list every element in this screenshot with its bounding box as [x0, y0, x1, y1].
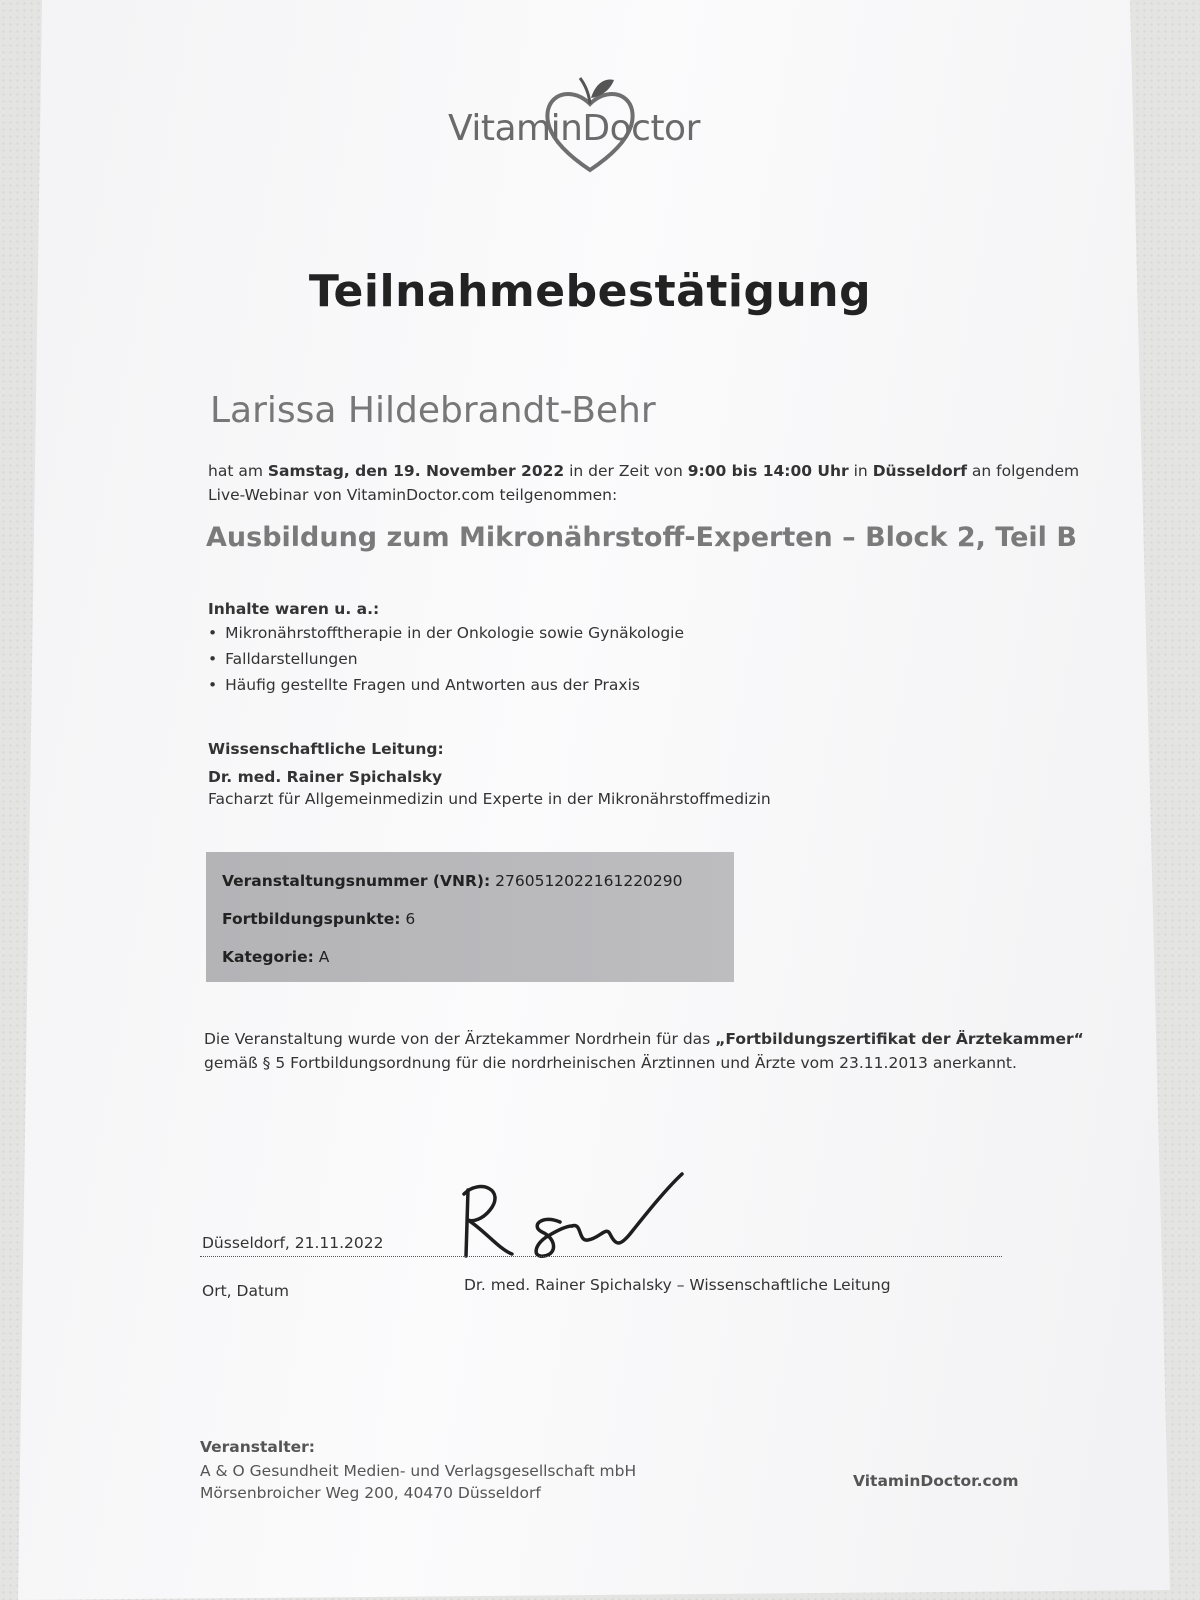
leadership-heading: Wissenschaftliche Leitung:: [208, 740, 444, 758]
event-day: Samstag, den 19. November 2022: [267, 462, 565, 480]
organizer-heading: Veranstalter:: [200, 1438, 315, 1456]
category-row: [222, 948, 329, 966]
vnr-value: 2760512022161220290: [490, 872, 683, 890]
event-city: Düsseldorf: [872, 462, 967, 480]
logo-wordmark: [448, 108, 700, 149]
vnr-row: [222, 872, 683, 890]
organizer-company: A & O Gesundheit Medien- und Verlagsgesellschaft mbH: [200, 1462, 637, 1480]
place-date-label: Ort, Datum: [202, 1282, 289, 1300]
logo-text-doctor: Doctor: [582, 108, 700, 149]
signature-line: [200, 1256, 1002, 1257]
intro-line-1: [208, 462, 1079, 480]
accreditation-line-2: gemäß § 5 Fortbildungsordnung für die nordrheinischen Ärztinnen und Ärzte vom 23.11.2013 anerkannt.: [204, 1054, 1017, 1072]
signer-label: Dr. med. Rainer Spichalsky – Wissenschaftliche Leitung: [464, 1276, 891, 1294]
organizer-address: Mörsenbroicher Weg 200, 40470 Düsseldorf: [200, 1484, 541, 1502]
leadership-name: Dr. med. Rainer Spichalsky: [208, 768, 443, 786]
accreditation-certificate: „Fortbildungszertifikat der Ärztekammer“: [715, 1030, 1084, 1048]
logo-text-vitamin: Vitamin: [448, 108, 583, 149]
intro-line-2: Live-Webinar von VitaminDoctor.com teilgenommen:: [208, 486, 618, 504]
vnr-label: Veranstaltungsnummer (VNR):: [222, 872, 491, 890]
category-value: A: [313, 948, 330, 966]
event-info-box: [206, 852, 734, 982]
signature-image: [460, 1160, 690, 1270]
contents-list: [208, 624, 684, 702]
accreditation-line-1: [204, 1030, 1084, 1048]
intro-text-2: in der Zeit von: [564, 462, 688, 480]
points-row: [222, 910, 415, 928]
place-date: Düsseldorf, 21.11.2022: [202, 1234, 384, 1252]
document-title: Teilnahmebestätigung: [308, 266, 872, 317]
accreditation-text: Die Veranstaltung wurde von der Ärztekammer Nordrhein für das: [204, 1030, 716, 1048]
intro-text-1: hat am: [208, 462, 268, 480]
event-time: 9:00 bis 14:00 Uhr: [687, 462, 849, 480]
participant-name: Larissa Hildebrandt-Behr: [210, 390, 656, 431]
list-item: • Mikronährstofftherapie in der Onkologie sowie Gynäkologie: [208, 624, 684, 650]
course-title: Ausbildung zum Mikronährstoff-Experten – Block 2, Teil B: [206, 522, 1077, 553]
organizer-website: VitaminDoctor.com: [853, 1472, 1019, 1490]
leadership-role: Facharzt für Allgemeinmedizin und Experte in der Mikronährstoffmedizin: [208, 790, 771, 808]
contents-heading: Inhalte waren u. a.:: [208, 600, 380, 618]
list-item: • Häufig gestellte Fragen und Antworten aus der Praxis: [208, 676, 684, 702]
intro-text-4: an folgendem: [967, 462, 1080, 480]
list-item: • Falldarstellungen: [208, 650, 684, 676]
intro-text-3: in: [848, 462, 873, 480]
points-label: Fortbildungspunkte:: [222, 910, 401, 928]
points-value: 6: [400, 910, 416, 928]
category-label: Kategorie:: [222, 948, 314, 966]
